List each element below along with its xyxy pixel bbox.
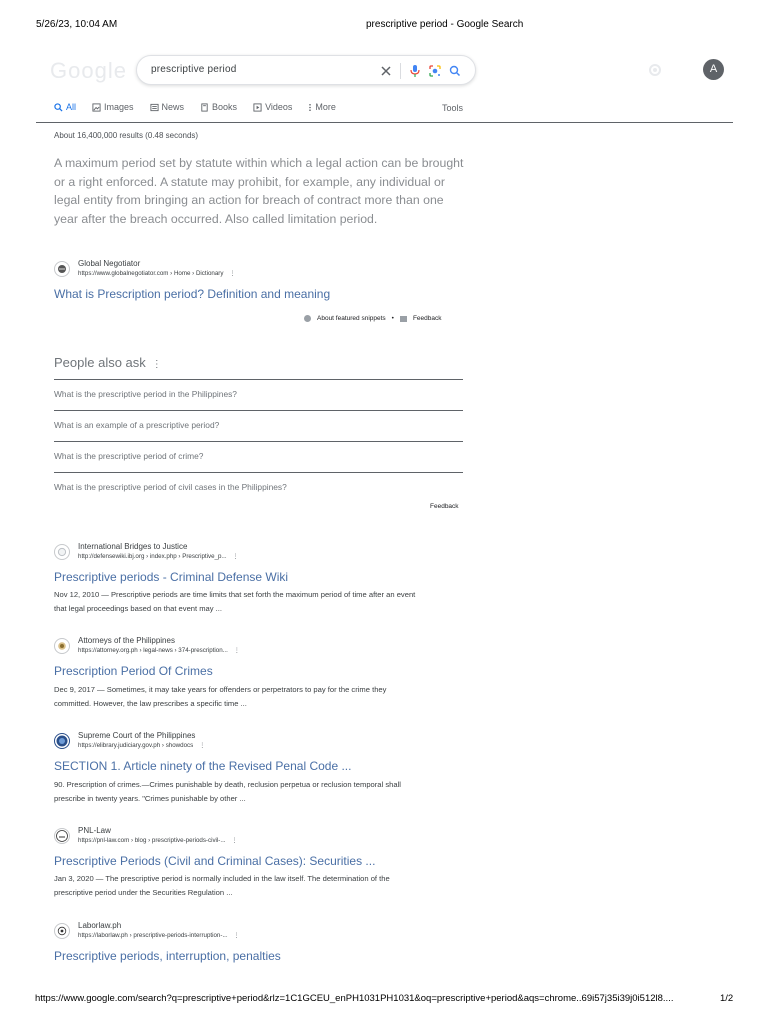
result-title[interactable]: Prescriptive periods, interruption, penalties (54, 949, 281, 963)
site-url: https://laborlaw.ph › prescriptive-periods-interruption-... (78, 932, 228, 939)
site-url: https://attorney.org.ph › legal-news › 374-prescription... (78, 647, 228, 654)
more-options-icon[interactable]: ⋮ (199, 742, 206, 749)
tab-label: Images (104, 102, 134, 112)
result-title[interactable]: SECTION 1. Article ninety of the Revised Penal Code ... (54, 759, 352, 773)
account-avatar[interactable]: A (703, 59, 724, 80)
search-divider (400, 63, 401, 79)
more-options-icon[interactable]: ⋮ (233, 647, 241, 654)
result-title[interactable]: Prescriptive periods - Criminal Defense Wiki (54, 570, 289, 584)
print-footer-url: https://www.google.com/search?q=prescriptive+period&rlz=1C1GCEU_enPH1031PH1031&oq=prescriptive+period&aqs=chrome..69i57j35i39j0i512l8.... (35, 993, 674, 1004)
result-title[interactable]: Prescriptive Periods (Civil and Criminal Cases): Securities ... (54, 854, 376, 868)
image-icon (92, 103, 101, 112)
featured-footer (304, 315, 442, 322)
tab-images[interactable] (92, 102, 134, 112)
bullet-separator: • (391, 315, 394, 322)
paa-question[interactable]: What is the prescriptive period of civil cases in the Philippines? (54, 482, 287, 492)
more-options-icon[interactable]: ⋮ (231, 837, 238, 844)
paa-question[interactable]: What is an example of a prescriptive period? (54, 420, 220, 430)
people-also-ask-heading (54, 355, 162, 370)
featured-result-title[interactable]: What is Prescription period? Definition and meaning (54, 287, 331, 301)
result-source[interactable] (54, 921, 240, 941)
search-icon (54, 103, 63, 112)
more-options-icon[interactable]: ⋮ (229, 270, 236, 277)
featured-source[interactable] (54, 259, 236, 279)
print-page-number: 1/2 (720, 993, 734, 1004)
news-icon (150, 103, 159, 112)
result-source[interactable] (54, 826, 238, 846)
paa-feedback-link[interactable]: Feedback (430, 503, 459, 510)
more-options-icon[interactable]: ⋮ (151, 359, 162, 370)
site-url: https://www.globalnegotiator.com › Home › Dictionary (78, 270, 224, 277)
site-url: http://defensewiki.ibj.org › index.php › Prescriptive_p... (78, 553, 227, 560)
paa-question[interactable]: What is the prescriptive period of crime? (54, 451, 204, 461)
seal-icon (54, 638, 70, 654)
tab-label: All (66, 102, 77, 112)
tools-button[interactable]: Tools (442, 103, 464, 113)
tab-label: More (315, 102, 336, 112)
site-name: Laborlaw.ph (78, 921, 122, 930)
result-title[interactable]: Prescription Period Of Crimes (54, 664, 213, 678)
globe-icon (54, 544, 70, 560)
site-name: Global Negotiator (78, 259, 141, 268)
search-icon[interactable] (445, 61, 465, 81)
tab-label: Books (212, 102, 238, 112)
tab-label: News (161, 102, 185, 112)
pnl-logo-icon (54, 828, 70, 844)
paa-divider (54, 410, 463, 411)
laborlaw-logo-icon (54, 923, 70, 939)
about-featured-snippets-link[interactable]: About featured snippets (317, 315, 386, 322)
feedback-link[interactable]: Feedback (412, 315, 442, 322)
site-favicon-icon (54, 261, 70, 277)
clear-icon[interactable] (376, 61, 396, 81)
book-icon (200, 103, 209, 112)
paa-title: People also ask (54, 355, 146, 370)
result-snippet: Dec 9, 2017 — Sometimes, it may take years for offenders or perpetrators to pay for the crime they committed. However, the law prescribes a specific time ... (54, 685, 387, 708)
result-snippet: 90. Prescription of crimes.—Crimes punishable by death, reclusion perpetua or reclusion temporal shall prescribe in twenty years. "Crimes punishable by other ... (54, 780, 401, 803)
more-options-icon[interactable]: ⋮ (232, 553, 239, 560)
site-url: https://elibrary.judiciary.gov.ph › showdocs (78, 742, 194, 749)
settings-gear-icon[interactable] (647, 62, 663, 78)
tab-label: Videos (265, 102, 293, 112)
result-snippet: Nov 12, 2010 — Prescriptive periods are time limits that set forth the maximum period of time after an event that legal proceedings based on that event may ... (54, 590, 416, 613)
site-url: https://pnl-law.com › blog › prescriptive-periods-civil-... (78, 837, 226, 844)
tab-news[interactable] (150, 102, 185, 112)
google-lens-icon[interactable] (425, 61, 445, 81)
tab-videos[interactable] (253, 102, 292, 112)
site-name: Attorneys of the Philippines (78, 636, 175, 645)
tab-all[interactable] (54, 102, 76, 112)
supreme-court-seal-icon (54, 733, 70, 749)
info-icon (304, 315, 311, 322)
search-tabs (54, 102, 352, 112)
site-name: International Bridges to Justice (78, 542, 188, 551)
site-name: PNL-Law (78, 826, 111, 835)
site-name: Supreme Court of the Philippines (78, 731, 196, 740)
result-source[interactable] (54, 731, 205, 751)
feedback-icon (400, 316, 407, 322)
paa-divider (54, 472, 463, 473)
tab-more[interactable] (308, 102, 336, 112)
more-vert-icon (308, 103, 312, 112)
tab-books[interactable] (200, 102, 237, 112)
result-source[interactable] (54, 636, 240, 656)
paa-divider (54, 441, 463, 442)
google-logo[interactable]: Google (50, 58, 127, 83)
more-options-icon[interactable]: ⋮ (233, 932, 240, 939)
header-divider (36, 122, 733, 123)
video-icon (253, 103, 262, 112)
search-box[interactable] (136, 55, 476, 85)
paa-question[interactable]: What is the prescriptive period in the Philippines? (54, 389, 237, 399)
microphone-icon[interactable] (405, 61, 425, 81)
search-input[interactable]: prescriptive period (151, 64, 237, 75)
print-page-title: prescriptive period - Google Search (366, 19, 524, 30)
print-datetime: 5/26/23, 10:04 AM (36, 19, 118, 30)
result-source[interactable] (54, 542, 239, 562)
featured-snippet-text: A maximum period set by statute within which a legal action can be brought or a right enforced. A statute may prohibit, for example, any individual or legal entity from bringing an action for breach of contract more than one year after the breach occurred. Also called limitation period. (54, 156, 464, 226)
result-snippet: Jan 3, 2020 — The prescriptive period is normally included in the law itself. The determination of the prescriptive period under the Securities Regulation ... (54, 874, 390, 897)
result-stats: About 16,400,000 results (0.48 seconds) (54, 131, 199, 140)
paa-divider (54, 379, 463, 380)
